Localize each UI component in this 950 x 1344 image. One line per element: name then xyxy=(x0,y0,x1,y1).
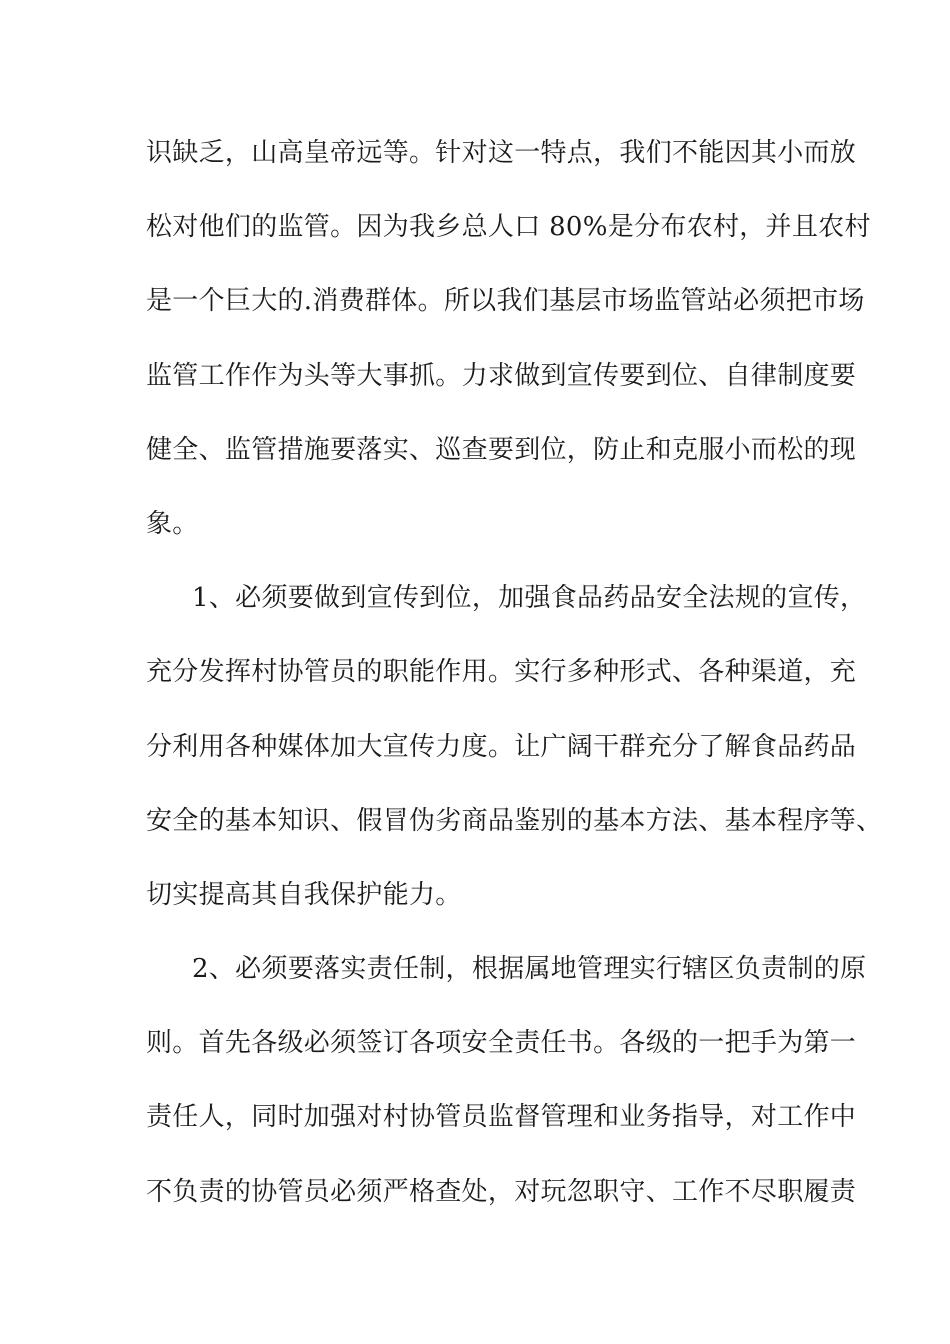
text-line: 则。首先各级必须签订各项安全责任书。各级的一把手为第一 xyxy=(146,1028,857,1059)
text-line: 充分发挥村协管员的职能作用。实行多种形式、各种渠道，充 xyxy=(146,657,857,688)
body-text xyxy=(146,133,883,1246)
text-line: 切实提高其自我保护能力。 xyxy=(146,879,462,910)
text-line: 象。 xyxy=(146,508,199,539)
text-line: 不负责的协管员必须严格查处，对玩忽职守、工作不尽职履责 xyxy=(146,1176,857,1207)
paragraph-first-line: 1、必须要做到宣传到位，加强食品药品安全法规的宣传， xyxy=(192,583,867,614)
text-line: 识缺乏，山高皇帝远等。针对这一特点，我们不能因其小而放 xyxy=(146,138,857,168)
text-line: 是一个巨大的.消费群体。所以我们基层市场监管站必须把市场 xyxy=(146,286,865,317)
paragraph-first-line: 2、必须要落实责任制，根据属地管理实行辖区负责制的原 xyxy=(192,954,867,985)
text-line: 安全的基本知识、假冒伪劣商品鉴别的基本方法、基本程序等、 xyxy=(146,805,883,836)
text-line: 松对他们的监管。因为我乡总人口 80%是分布农村，并且农村 xyxy=(146,212,871,243)
text-line: 健全、监管措施要落实、巡查要到位，防止和克服小而松的现 xyxy=(146,434,857,465)
text-line: 责任人，同时加强对村协管员监督管理和业务指导，对工作中 xyxy=(146,1102,857,1133)
text-line: 监管工作作为头等大事抓。力求做到宣传要到位、自律制度要 xyxy=(146,360,857,391)
text-line: 分利用各种媒体加大宣传力度。让广阔干群充分了解食品药品 xyxy=(146,731,857,762)
